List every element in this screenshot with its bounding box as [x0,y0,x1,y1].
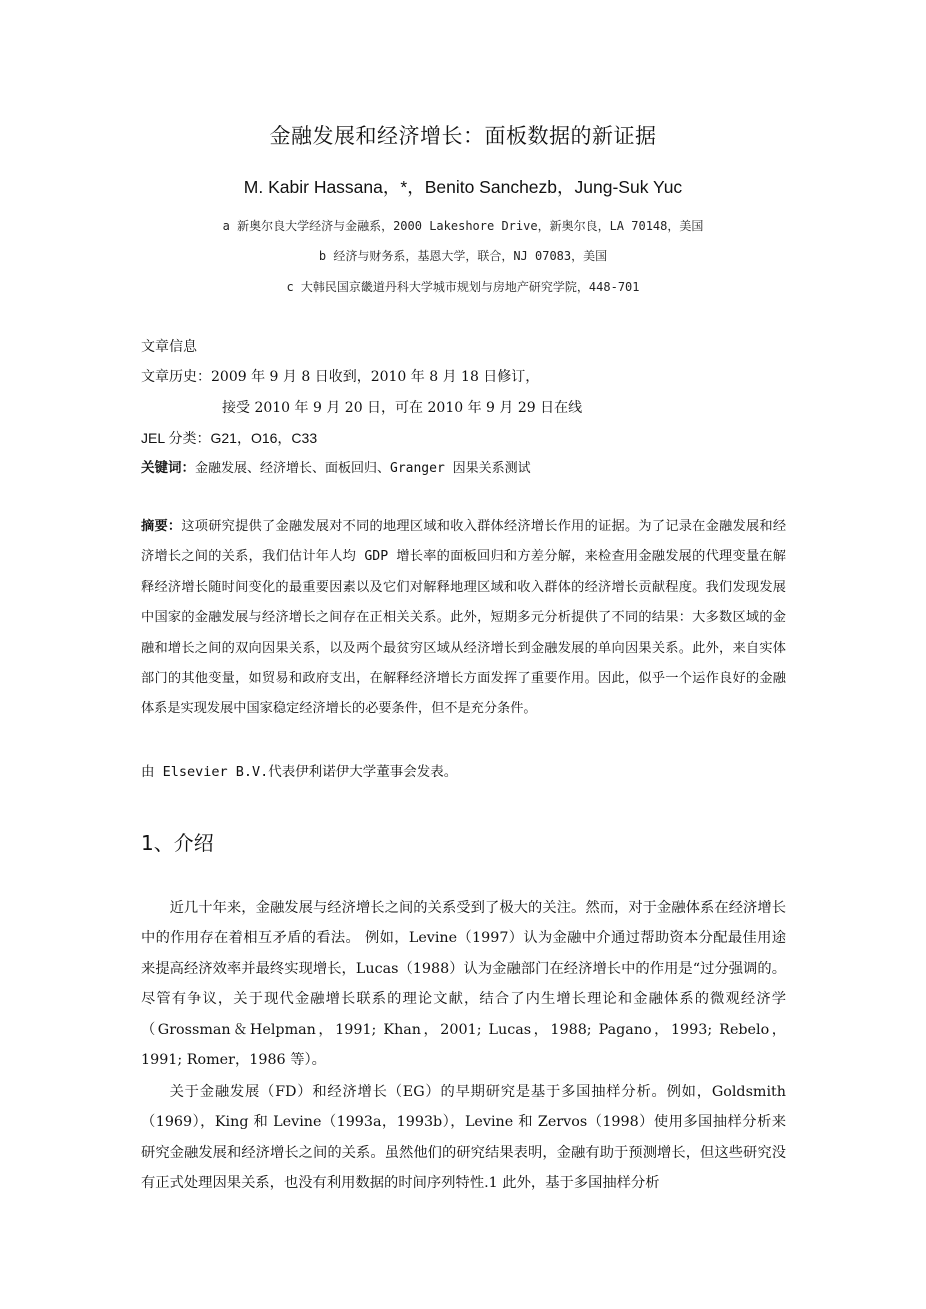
section-heading-introduction: 1、介绍 [141,831,214,855]
jel-classification: JEL 分类：G21，O16，C33 [141,430,318,446]
publisher-note: 由 Elsevier B.V.代表伊利诺伊大学董事会发表。 [141,764,458,780]
abstract-label: 摘要： [141,519,182,534]
paper-title: 金融发展和经济增长：面板数据的新证据 [269,124,657,148]
keywords-text: 金融发展、经济增长、面板回归、Granger 因果关系测试 [195,461,531,476]
article-accepted: 接受 2010 年 9 月 20 日，可在 2010 年 9 月 29 日在线 [222,400,583,416]
author-list: M. Kabir Hassana，*，Benito Sanchezb，Jung-Suk Yuc [243,177,683,197]
affiliation-b: b 经济与财务系，基恩大学，联合，NJ 07083，美国 [318,249,608,263]
keywords-label: 关键词： [141,460,195,476]
abstract [141,512,786,725]
affiliation-a: a 新奥尔良大学经济与金融系，2000 Lakeshore Drive，新奥尔良，LA 70148，美国 [222,219,704,233]
article-info-heading: 文章信息 [141,339,197,355]
affiliation-c: c 大韩民国京畿道丹科大学城市规划与房地产研究学院，448-701 [286,280,640,294]
article-history: 文章历史：2009 年 9 月 8 日收到，2010 年 8 月 18 日修订， [141,369,540,385]
keywords-line [141,458,531,479]
body-paragraph: 关于金融发展（FD）和经济增长（EG）的早期研究是基于多国抽样分析。例如，Goldsmith（1969），King 和 Levine（1993a，1993b），Levine 和 Zervos（1998）使用多国抽样分析来研究金融发展和经济增长之间的关系。虽然他们的研究结果表明，金融有助于预测增长，但这些研究没有正式处理因果关系，也没有利用数据的时间序列特性.1 此外，基于多国抽样分析 [141,1084,786,1192]
abstract-text: 这项研究提供了金融发展对不同的地理区域和收入群体经济增长作用的证据。为了记录在金融发展和经济增长之间的关系，我们估计年人均 GDP 增长率的面板回归和方差分解，来检查用金融发展的代理变量在解释经济增长随时间变化的最重要因素以及它们对解释地理区域和收入群体的经济增长贡献程度。我们发现发展中国家的金融发展与经济增长之间存在正相关关系。此外，短期多元分析提供了不同的结果：大多数区域的金融和增长之间的双向因果关系，以及两个最贫穷区域从经济增长到金融发展的单向因果关系。此外，来自实体部门的其他变量，如贸易和政府支出，在解释经济增长方面发挥了重要作用。因此，似乎一个运作良好的金融体系是实现发展中国家稳定经济增长的必要条件，但不是充分条件。 [141,519,787,717]
body-paragraph: 近几十年来，金融发展与经济增长之间的关系受到了极大的关注。然而，对于金融体系在经济增长中的作用存在着相互矛盾的看法。 例如，Levine（1997）认为金融中介通过帮助资本分配最佳用途来提高经济效率并最终实现增长，Lucas（1988）认为金融部门在经济增长中的作用是“过分强调的。尽管有争议，关于现代金融增长联系的理论文献，结合了内生增长理论和金融体系的微观经济学（Grossman＆Helpman，1991; Khan，2001; Lucas，1988; Pagano，1993; Rebelo，1991; Romer，1986 等）。 [141,900,786,1069]
